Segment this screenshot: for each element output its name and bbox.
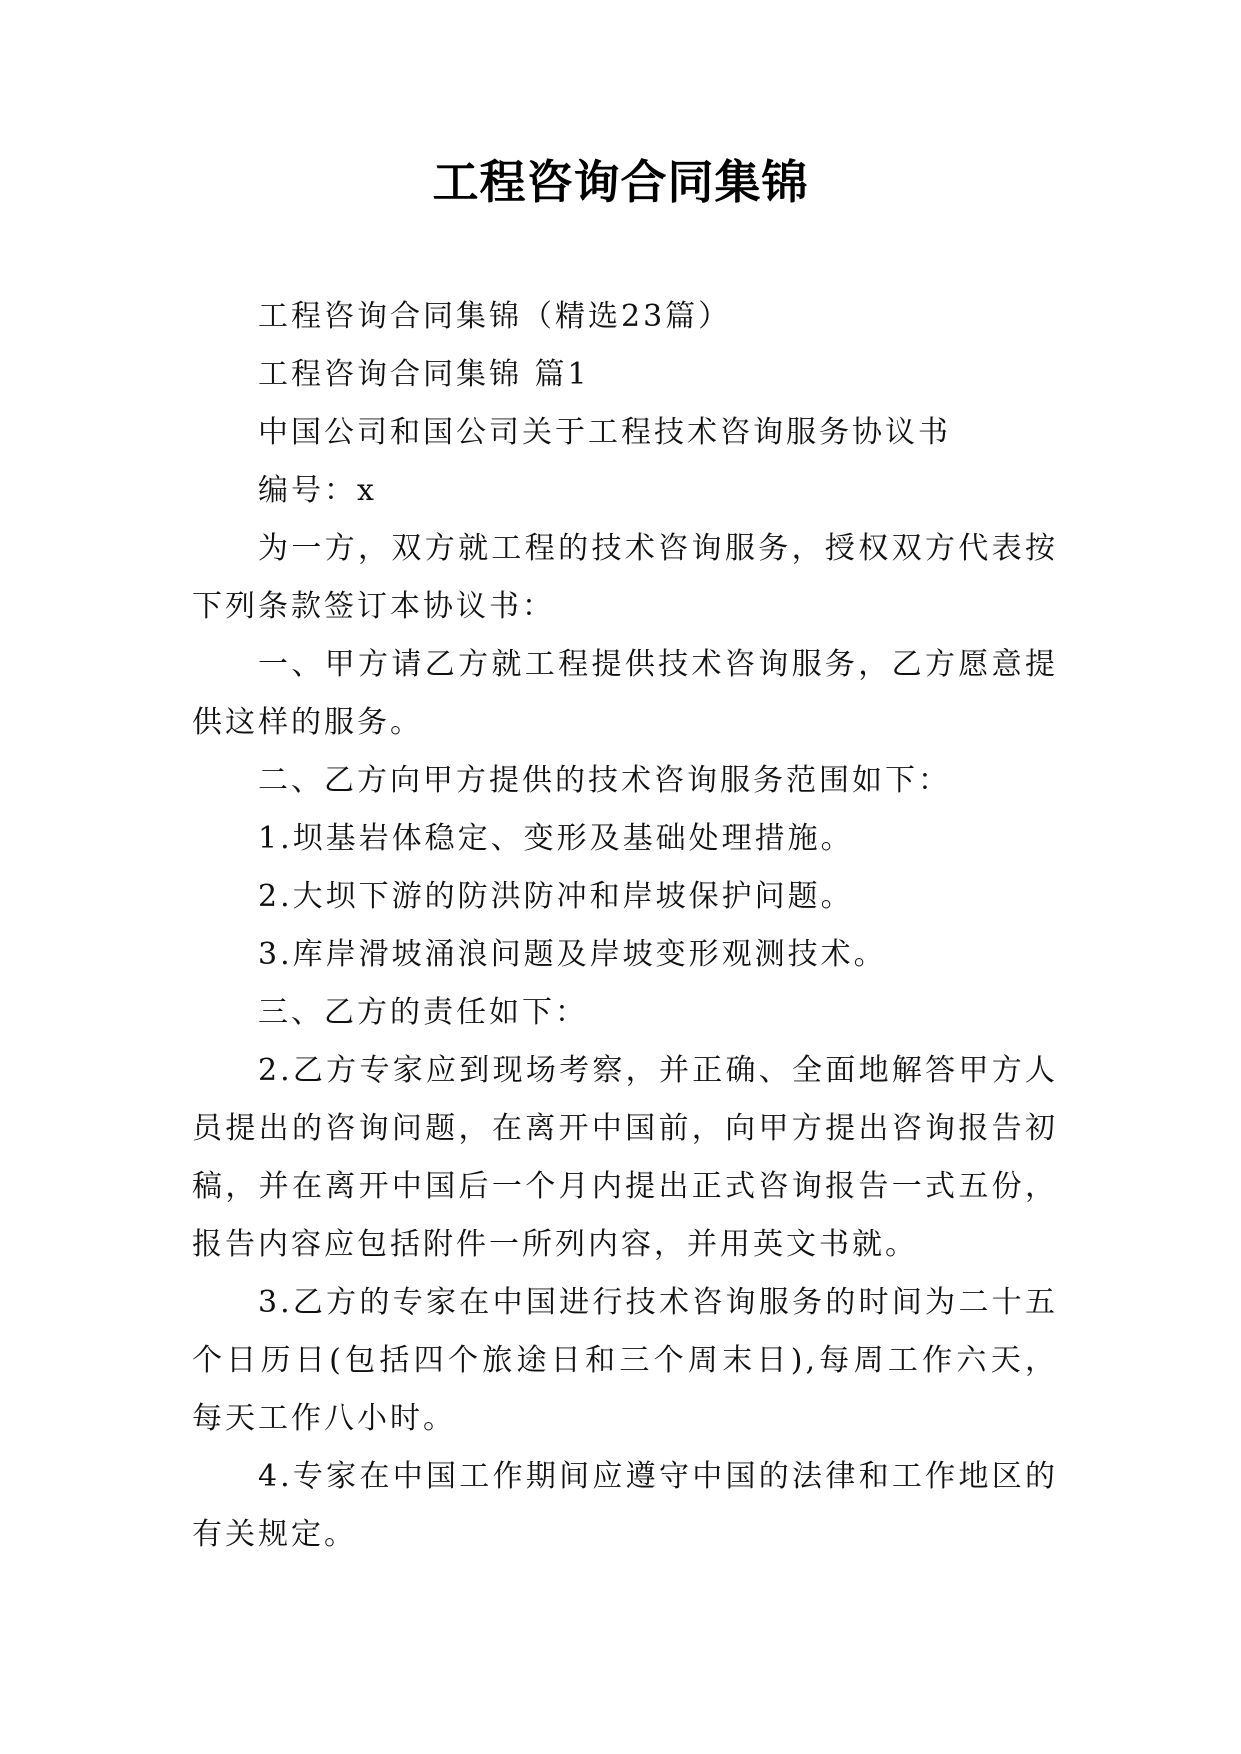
paragraph-item-3: 3.库岸滑坡涌浪问题及岸坡变形观测技术。 [258,937,887,972]
paragraph-clause-2: 二、乙方向甲方提供的技术咨询服务范围如下： [258,763,951,798]
document-body [192,288,1058,1564]
paragraph-clause-1: 一、甲方请乙方就工程提供技术咨询服务，乙方愿意提供这样的服务。 [192,647,1058,740]
paragraph-collection-title: 工程咨询合同集锦（精选23篇） [258,299,732,334]
paragraph-duty-4: 4.专家在中国工作期间应遵守中国的法律和工作地区的有关规定。 [192,1459,1058,1552]
paragraph-duty-3: 3.乙方的专家在中国进行技术咨询服务的时间为二十五个日历日(包括四个旅途日和三个周末日),每周工作六天，每天工作八小时。 [192,1285,1058,1436]
paragraph-preamble: 为一方，双方就工程的技术咨询服务，授权双方代表按下列条款签订本协议书： [192,531,1058,624]
paragraph-item-1: 1.坝基岩体稳定、变形及基础处理措施。 [258,821,854,856]
document-title: 工程咨询合同集锦 [432,155,809,209]
paragraph-agreement-number: 编号：x [258,473,377,508]
paragraph-agreement-title: 中国公司和国公司关于工程技术咨询服务协议书 [258,415,951,450]
paragraph-duty-2: 2.乙方专家应到现场考察，并正确、全面地解答甲方人员提出的咨询问题，在离开中国前，向甲方提出咨询报告初稿，并在离开中国后一个月内提出正式咨询报告一式五份，报告内容应包括附件一所列内容，并用英文书就。 [192,1053,1058,1262]
paragraph-section-heading: 工程咨询合同集锦 篇1 [258,357,590,392]
paragraph-clause-3: 三、乙方的责任如下： [258,995,588,1030]
paragraph-item-2: 2.大坝下游的防洪防冲和岸坡保护问题。 [258,879,854,914]
